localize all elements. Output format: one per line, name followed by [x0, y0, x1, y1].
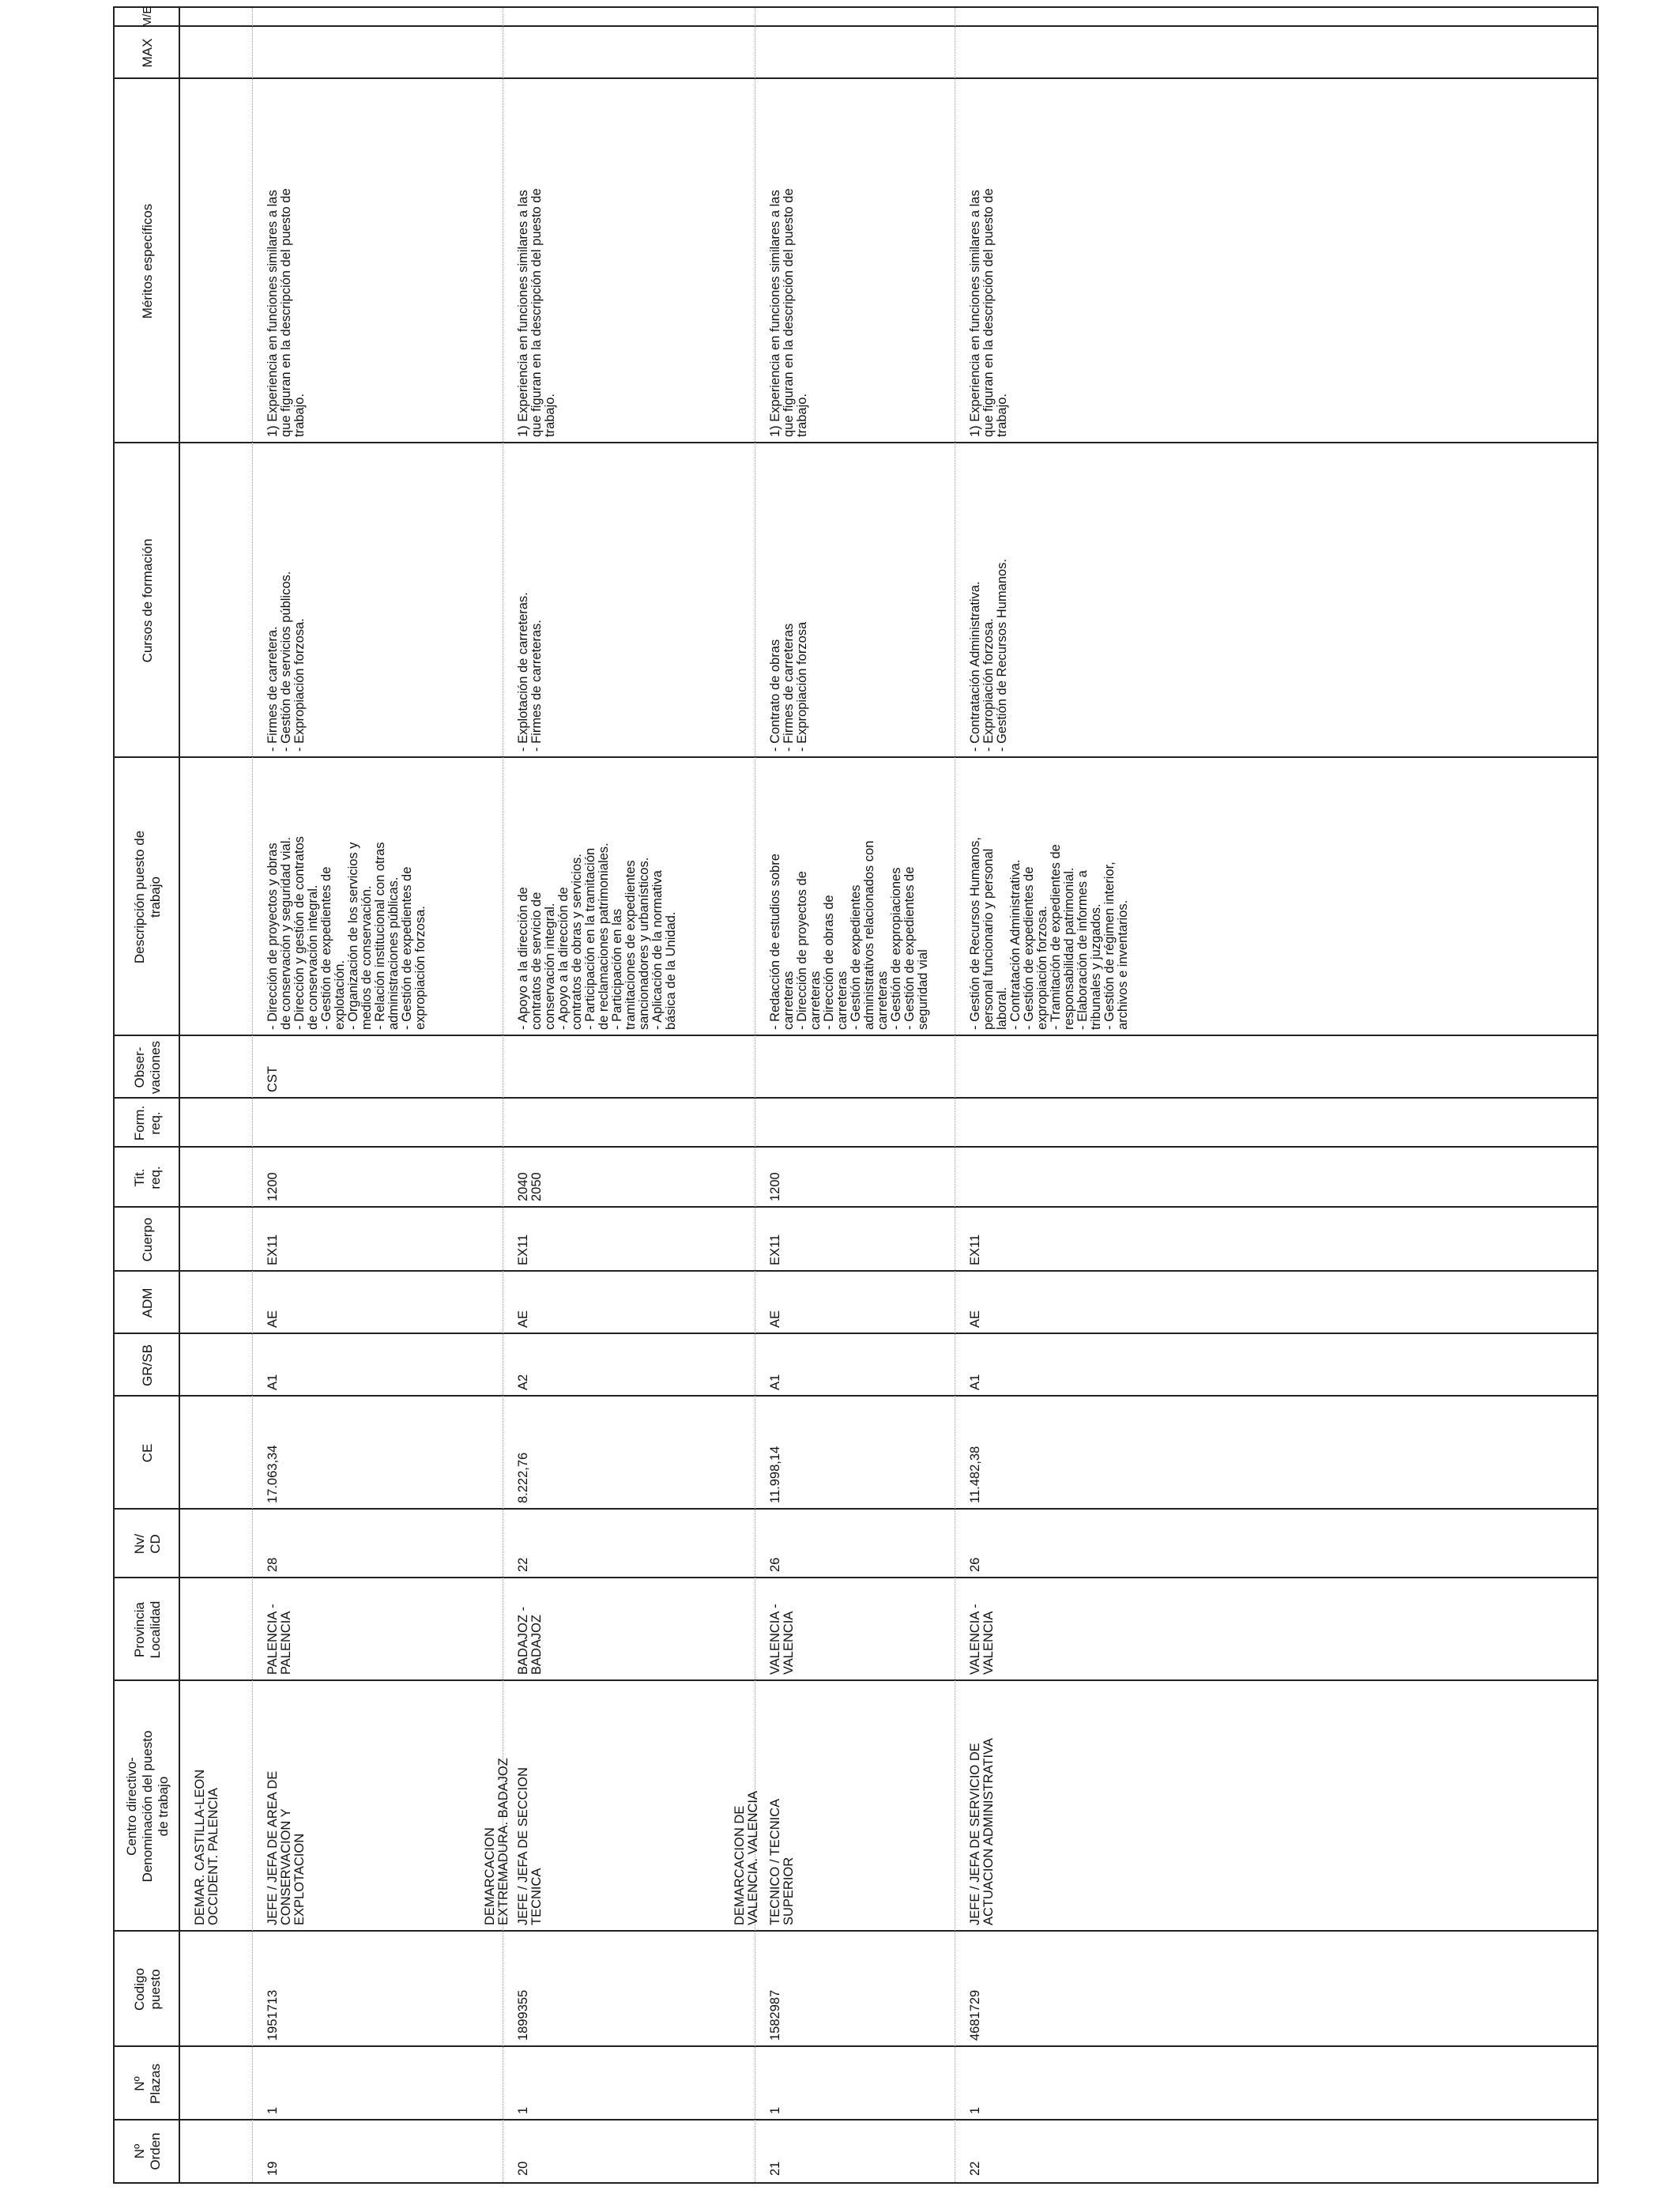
header-cursos: Cursos de formación — [139, 538, 155, 663]
org-unit-label: DEMARCACION EXTREMADURA. BADAJOZ — [483, 1758, 510, 1925]
column-divider — [115, 1270, 1597, 1272]
orden-cell: 19 — [266, 2161, 280, 2176]
header-provincia: Provincia Localidad — [131, 1600, 163, 1659]
org-unit-label: DEMARCACION DE VALENCIA. VALENCIA — [733, 1791, 760, 1925]
table-header — [115, 8, 180, 2182]
grupo-cell: A1 — [266, 1374, 280, 1390]
adm-cell: AE — [516, 1310, 530, 1328]
header-formacion-req: Form. req. — [131, 1105, 163, 1141]
orden-cell: 22 — [968, 2161, 982, 2176]
plazas-cell: 1 — [266, 2106, 280, 2114]
nivel-cell: 22 — [516, 1557, 530, 1572]
column-divider — [115, 1577, 1597, 1578]
header-descripcion: Descripción puesto de trabajo — [131, 830, 163, 964]
titulacion-cell: 1200 — [768, 1172, 782, 1201]
ce-cell: 11.998,14 — [768, 1446, 782, 1503]
cursos-cell: - Firmes de carretera. - Gestión de servicios públicos. - Expropiación forzosa. — [266, 571, 307, 752]
org-unit-label: DEMAR. CASTILLA-LEON OCCIDENT. PALENCIA — [193, 1769, 220, 1925]
meritos-cell: 1) Experiencia en funciones similares a las que figuran en la descripción del puesto de trabajo. — [968, 188, 1009, 437]
provincia-cell: VALENCIA - VALENCIA — [968, 1604, 996, 1675]
header-orden: Nº Orden — [131, 2132, 163, 2170]
column-divider — [115, 442, 1597, 443]
ce-cell: 17.063,34 — [266, 1445, 280, 1503]
provincia-cell: VALENCIA - VALENCIA — [768, 1604, 796, 1675]
column-divider — [115, 2119, 1597, 2120]
header-codigo: Codigo puesto — [131, 1968, 163, 2011]
header-adm: ADM — [139, 1287, 155, 1318]
descripcion-cell: - Gestión de Recursos Humanos, personal funcionario y personal laboral. - Contratación Administrativa. - Gestión de expedientes de expropiación forzosa. - Tramitación de expedientes de responsabilidad patrimonial. - Elaboración de informes a tribunales y juzgados. - Gestión de régimen interior, archivos e inventarios. — [968, 837, 1130, 1030]
column-divider — [115, 77, 1597, 79]
grupo-cell: A1 — [968, 1374, 982, 1390]
titulacion-cell: 2040 2050 — [516, 1172, 544, 1201]
codigo-cell: 1951713 — [266, 1989, 280, 2041]
provincia-cell: BADAJOZ - BADAJOZ — [516, 1606, 544, 1675]
plazas-cell: 1 — [516, 2106, 530, 2114]
header-max: MAX — [139, 38, 155, 68]
column-divider — [115, 1146, 1597, 1148]
nivel-cell: 26 — [968, 1557, 982, 1572]
descripcion-cell: - Apoyo a la dirección de contratos de servicio de conservación integral. - Apoyo a la dirección de contratos de obras y servicios. - Participación en la tramitación de reclamaciones patrimoniales. - Participación en las tramitaciones de expedientes sancionadores y urbanísticos. - Aplicación de la normativa básica de la Unidad. — [516, 843, 678, 1030]
descripcion-cell: - Redacción de estudios sobre carreteras - Dirección de proyectos de carreteras - Dirección de obras de carreteras - Gestión de expedientes administrativos relacionados con carreteras - Gestión de expropiaciones - Gestión de expedientes de seguridad vial — [768, 840, 930, 1030]
codigo-cell: 4681729 — [968, 1989, 982, 2041]
cuerpo-cell: EX11 — [768, 1234, 782, 1265]
cursos-cell: - Explotación de carreteras. - Firmes de carreteras. — [516, 592, 544, 752]
cuerpo-cell: EX11 — [968, 1234, 982, 1265]
column-divider — [115, 1395, 1597, 1397]
adm-cell: AE — [768, 1310, 782, 1328]
plazas-cell: 1 — [768, 2106, 782, 2114]
orden-cell: 21 — [768, 2161, 782, 2176]
adm-cell: AE — [968, 1310, 982, 1328]
denominacion-cell: JEFE / JEFA DE AREA DE CONSERVACION Y EXPLOTACION — [266, 1770, 307, 1925]
ce-cell: 8.222,76 — [516, 1452, 530, 1503]
header-cuerpo: Cuerpo — [139, 1217, 155, 1262]
plazas-cell: 1 — [968, 2106, 982, 2114]
job-positions-table — [113, 6, 1599, 2184]
header-nivel: Nv/ CD — [131, 1533, 163, 1555]
meritos-cell: 1) Experiencia en funciones similares a las que figuran en la descripción del puesto de trabajo. — [516, 188, 557, 437]
denominacion-cell: JEFE / JEFA DE SERVICIO DE ACTUACION ADMINISTRATIVA — [968, 1738, 996, 1925]
column-divider — [115, 2045, 1597, 2047]
column-divider — [115, 1930, 1597, 1932]
cursos-cell: - Contrato de obras - Firmes de carreteras - Expropiación forzosa — [768, 621, 809, 752]
column-divider — [115, 25, 1597, 27]
codigo-cell: 1582987 — [768, 1989, 782, 2041]
codigo-cell: 1899355 — [516, 1989, 530, 2041]
denominacion-cell: JEFE / JEFA DE SECCION TECNICA — [516, 1767, 544, 1925]
denominacion-cell: TECNICO / TECNICA SUPERIOR — [768, 1798, 796, 1925]
header-titulacion: Tit. req. — [131, 1166, 163, 1189]
ce-cell: 11.482,38 — [968, 1446, 982, 1503]
header-ce: CE — [139, 1443, 155, 1463]
header-observaciones: Obser- vaciones — [131, 1040, 163, 1095]
nivel-cell: 26 — [768, 1557, 782, 1572]
header-me: M/E — [140, 6, 154, 28]
observaciones-cell: CST — [266, 1066, 280, 1092]
cuerpo-cell: EX11 — [516, 1234, 530, 1265]
column-divider — [115, 1097, 1597, 1099]
header-grupo: GR/SB — [139, 1344, 155, 1386]
adm-cell: AE — [266, 1310, 280, 1328]
cursos-cell: - Contratación Administrativa. - Expropiación forzosa. - Gestión de Recursos Humanos. — [968, 559, 1009, 752]
header-plazas: Nº Plazas — [131, 2063, 163, 2105]
row-separator — [252, 8, 253, 2182]
meritos-cell: 1) Experiencia en funciones similares a las que figuran en la descripción del puesto de trabajo. — [768, 188, 809, 437]
header-centro: Centro directivo- Denominación del puesto de trabajo — [123, 1730, 171, 1883]
grupo-cell: A1 — [768, 1374, 782, 1390]
cuerpo-cell: EX11 — [266, 1234, 280, 1265]
meritos-cell: 1) Experiencia en funciones similares a las que figuran en la descripción del puesto de trabajo. — [266, 188, 307, 437]
column-divider — [115, 1333, 1597, 1334]
column-divider — [115, 1206, 1597, 1208]
descripcion-cell: - Dirección de proyectos y obras de conservación y seguridad vial. - Dirección y gestión de contratos de conservación integral. - Gestión de expedientes de explotación. - Organización de los servicios y medios de conservación. - Relación institucional con otras administraciones públicas. - Gestión de expedientes de expropiación forzosa. — [266, 836, 428, 1030]
nivel-cell: 28 — [266, 1557, 280, 1572]
titulacion-cell: 1200 — [266, 1172, 280, 1201]
provincia-cell: PALENCIA - PALENCIA — [266, 1604, 293, 1675]
orden-cell: 20 — [516, 2161, 530, 2176]
column-divider — [115, 1508, 1597, 1510]
grupo-cell: A2 — [516, 1374, 530, 1390]
header-meritos: Méritos específicos — [139, 203, 155, 319]
column-divider — [115, 1679, 1597, 1681]
